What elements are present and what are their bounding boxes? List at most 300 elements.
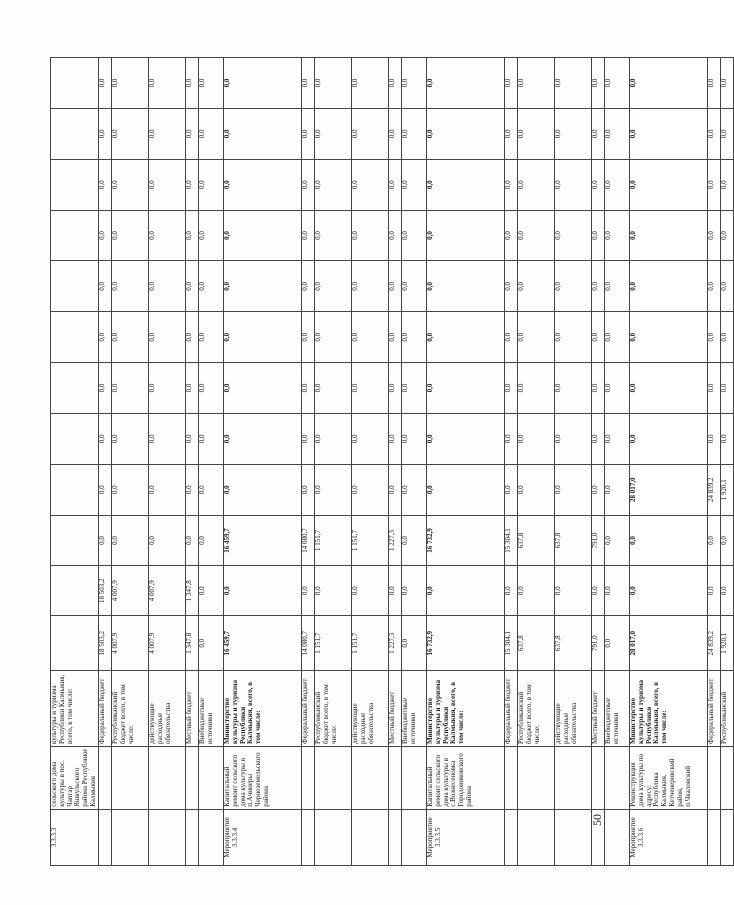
value-cell: 0,0 [630,413,708,464]
value-cell: 0,0 [708,210,721,261]
value-cell: 14 080,7 [302,616,315,671]
value-cell: 0,0 [315,413,352,464]
table-row [630,58,708,866]
funding-source-cell: Внебюджетные источники [199,671,224,747]
funding-source-cell: Федеральный бюджет [99,671,112,747]
activity-name-cell [518,747,555,810]
value-cell: 0,0 [630,159,708,210]
value-cell: 1 227,3 [389,616,402,671]
value-cell: 0,0 [505,108,518,159]
value-cell [51,312,99,363]
activity-name-cell [315,747,352,810]
value-cell: 0,0 [555,159,592,210]
value-cell: 0,0 [555,464,592,515]
value-cell: 0,0 [302,566,315,616]
value-cell: 0,0 [721,159,734,210]
value-cell: 0,0 [605,616,630,671]
activity-name-cell [149,747,186,810]
value-cell: 0,0 [149,515,186,566]
value-cell: 0,0 [302,413,315,464]
value-cell: 0,0 [630,312,708,363]
value-cell: 15 304,1 [505,515,518,566]
value-cell: 0,0 [708,261,721,312]
activity-name-cell [199,747,224,810]
value-cell: 0,0 [302,363,315,414]
value-cell [51,464,99,515]
value-cell: 0,0 [427,566,505,616]
value-cell: 0,0 [186,159,199,210]
value-cell: 0,0 [402,312,427,363]
value-cell: 0,0 [389,159,402,210]
value-cell: 0,0 [505,566,518,616]
value-cell: 0,0 [505,312,518,363]
value-cell: 0,0 [630,210,708,261]
value-cell: 0,0 [352,312,389,363]
value-cell: 0,0 [224,210,302,261]
value-cell: 0,0 [149,413,186,464]
value-cell: 0,0 [199,261,224,312]
value-cell: 0,0 [402,413,427,464]
funding-source-cell: действующие расходные обязательства [149,671,186,747]
value-cell: 0,0 [352,159,389,210]
value-cell: 0,0 [708,108,721,159]
value-cell: 0,0 [518,210,555,261]
value-cell: 637,8 [518,616,555,671]
value-cell: 637,8 [555,515,592,566]
value-cell: 0,0 [518,108,555,159]
value-cell: 0,0 [352,261,389,312]
value-cell: 0,0 [555,413,592,464]
value-cell: 15 304,1 [505,616,518,671]
funding-source-cell: Местный бюджет [389,671,402,747]
value-cell: 18 503,2 [99,566,112,616]
activity-number-cell [186,809,199,865]
value-cell: 0,0 [99,58,112,109]
value-cell: 0,0 [199,566,224,616]
value-cell: 0,0 [402,566,427,616]
table-row [51,58,99,866]
value-cell: 0,0 [112,413,149,464]
value-cell: 0,0 [199,108,224,159]
activity-number-cell [112,809,149,865]
value-cell: 0,0 [224,312,302,363]
activity-number-cell [402,809,427,865]
table-row [99,58,112,866]
value-cell [51,566,99,616]
activity-number-cell [708,809,721,865]
value-cell: 0,0 [199,210,224,261]
value-cell: 1 920,1 [721,616,734,671]
value-cell: 0,0 [352,108,389,159]
value-cell: 0,0 [721,363,734,414]
value-cell: 0,0 [149,159,186,210]
activity-number-cell [315,809,352,865]
activity-name-cell [505,747,518,810]
activity-number-cell [518,809,555,865]
value-cell: 0,0 [518,312,555,363]
value-cell: 0,0 [224,413,302,464]
value-cell: 0,0 [402,464,427,515]
activity-number-cell [149,809,186,865]
value-cell: 0,0 [721,108,734,159]
value-cell: 0,0 [708,159,721,210]
value-cell: 1 151,7 [315,515,352,566]
value-cell [51,515,99,566]
value-cell: 0,0 [389,58,402,109]
value-cell: 24 839,2 [708,616,721,671]
value-cell: 0,0 [352,210,389,261]
value-cell: 0,0 [402,58,427,109]
value-cell: 0,0 [605,566,630,616]
value-cell: 0,0 [555,312,592,363]
table-row [389,58,402,866]
value-cell: 0,0 [99,261,112,312]
table-row [315,58,352,866]
table-row [592,58,605,866]
value-cell: 1 347,8 [186,616,199,671]
value-cell: 0,0 [505,159,518,210]
value-cell: 0,0 [555,566,592,616]
value-cell: 0,0 [518,566,555,616]
value-cell: 0,0 [605,58,630,109]
funding-source-cell: Местный бюджет [592,671,605,747]
value-cell: 0,0 [402,210,427,261]
value-cell: 0,0 [302,58,315,109]
value-cell: 0,0 [224,261,302,312]
funding-source-cell: Федеральный бюджет [302,671,315,747]
activity-number-cell [721,809,734,865]
value-cell: 16 732,9 [427,616,505,671]
value-cell: 0,0 [402,616,427,671]
value-cell: 0,0 [302,464,315,515]
value-cell: 0,0 [630,58,708,109]
table-row [199,58,224,866]
value-cell: 0,0 [99,210,112,261]
value-cell: 0,0 [555,108,592,159]
value-cell: 0,0 [186,261,199,312]
activity-number-cell: Мероприятие 3.3.3.6 [630,809,708,865]
value-cell: 0,0 [721,261,734,312]
value-cell: 0,0 [352,413,389,464]
value-cell: 0,0 [402,159,427,210]
value-cell: 0,0 [99,464,112,515]
table-row [224,58,302,866]
value-cell: 0,0 [315,159,352,210]
value-cell: 0,0 [186,108,199,159]
activity-number-cell [389,809,402,865]
value-cell: 0,0 [721,566,734,616]
budget-table [50,57,734,866]
value-cell: 4 007,9 [112,616,149,671]
value-cell: 0,0 [224,58,302,109]
value-cell: 14 080,7 [302,515,315,566]
funding-source-cell: культуры и туризма Республики Калмыкия, всего, в том числе: [51,671,99,747]
value-cell: 24 839,2 [708,464,721,515]
activity-name-cell [402,747,427,810]
value-cell: 0,0 [352,58,389,109]
value-cell: 0,0 [302,159,315,210]
value-cell: 0,0 [592,464,605,515]
value-cell: 0,0 [99,515,112,566]
value-cell: 0,0 [605,464,630,515]
value-cell: 1 151,7 [352,515,389,566]
value-cell: 0,0 [99,108,112,159]
value-cell: 0,0 [315,108,352,159]
value-cell: 0,0 [199,464,224,515]
value-cell: 0,0 [505,58,518,109]
value-cell: 0,0 [427,363,505,414]
table-row [555,58,592,866]
funding-source-cell: Республиканский бюджет всего, в том числе: [315,671,352,747]
value-cell: 0,0 [721,58,734,109]
value-cell: 0,0 [592,261,605,312]
value-cell [51,363,99,414]
value-cell: 0,0 [518,413,555,464]
funding-source-cell: Министерство культуры и туризма Республики Калмыкия, всего, в том числе: [427,671,505,747]
funding-source-cell: Республиканский бюджет всего, в том числе: [518,671,555,747]
value-cell: 0,0 [505,464,518,515]
value-cell: 0,0 [149,464,186,515]
value-cell: 0,0 [605,261,630,312]
value-cell [51,58,99,109]
value-cell: 0,0 [149,58,186,109]
value-cell: 0,0 [721,210,734,261]
table-row [112,58,149,866]
funding-source-cell: Федеральный бюджет [708,671,721,747]
value-cell: 0,0 [427,210,505,261]
value-cell: 0,0 [402,363,427,414]
value-cell: 0,0 [315,58,352,109]
value-cell: 0,0 [224,108,302,159]
value-cell: 0,0 [112,108,149,159]
value-cell: 0,0 [555,261,592,312]
value-cell: 0,0 [518,159,555,210]
value-cell: 0,0 [592,159,605,210]
value-cell: 0,0 [592,363,605,414]
value-cell: 1 227,3 [389,515,402,566]
value-cell: 637,8 [518,515,555,566]
value-cell: 0,0 [721,413,734,464]
activity-number-cell [505,809,518,865]
value-cell: 1 151,7 [315,616,352,671]
value-cell: 0,0 [112,363,149,414]
activity-name-cell [99,747,112,810]
value-cell: 0,0 [149,210,186,261]
value-cell: 0,0 [605,159,630,210]
value-cell: 0,0 [389,261,402,312]
value-cell: 0,0 [389,566,402,616]
activity-name-cell [352,747,389,810]
activity-name-cell: сельского дома культуры в пос. Чапгар Яшкульского района Республики Калмыкия [51,747,99,810]
activity-name-cell [708,747,721,810]
value-cell: 1 151,7 [352,616,389,671]
value-cell: 0,0 [112,464,149,515]
value-cell: 0,0 [389,413,402,464]
value-cell [51,616,99,671]
value-cell: 0,0 [630,363,708,414]
value-cell: 0,0 [389,108,402,159]
value-cell: 0,0 [199,58,224,109]
value-cell: 0,0 [605,515,630,566]
funding-source-cell: Министерство культуры и туризма Республики Калмыкия, всего, в том числе: [630,671,708,747]
value-cell: 0,0 [555,58,592,109]
value-cell: 0,0 [402,261,427,312]
table-row [505,58,518,866]
value-cell: 0,0 [224,566,302,616]
table-row [402,58,427,866]
value-cell: 0,0 [149,108,186,159]
value-cell: 0,0 [112,159,149,210]
activity-number-cell: Мероприятие 3.3.3.5 [427,809,505,865]
value-cell: 0,0 [708,515,721,566]
value-cell: 0,0 [605,210,630,261]
value-cell: 0,0 [186,464,199,515]
value-cell: 0,0 [518,363,555,414]
value-cell: 0,0 [99,312,112,363]
funding-source-cell: Министерство культуры и туризма Республики Калмыкия, всего, в том числе: [224,671,302,747]
value-cell: 0,0 [605,108,630,159]
table-row [186,58,199,866]
value-cell: 0,0 [199,159,224,210]
value-cell: 0,0 [505,363,518,414]
value-cell: 0,0 [149,312,186,363]
value-cell: 0,0 [427,261,505,312]
activity-number-cell: Мероприятие 3.3.3.4 [224,809,302,865]
value-cell: 0,0 [630,566,708,616]
value-cell: 0,0 [186,363,199,414]
value-cell: 0,0 [315,261,352,312]
value-cell: 0,0 [518,58,555,109]
value-cell: 0,0 [630,261,708,312]
value-cell: 4 007,9 [149,566,186,616]
funding-source-cell: Внебюджетные источники [402,671,427,747]
value-cell: 0,0 [427,108,505,159]
value-cell: 0,0 [315,363,352,414]
value-cell: 0,0 [592,58,605,109]
value-cell: 0,0 [352,363,389,414]
table-row [352,58,389,866]
activity-name-cell [721,747,734,810]
table-row [721,58,734,866]
value-cell: 0,0 [224,159,302,210]
value-cell: 0,0 [402,515,427,566]
value-cell: 4 007,9 [112,566,149,616]
value-cell [51,108,99,159]
activity-name-cell [555,747,592,810]
value-cell: 0,0 [315,566,352,616]
value-cell: 637,8 [555,616,592,671]
value-cell: 0,0 [427,58,505,109]
value-cell: 0,0 [605,413,630,464]
value-cell: 0,0 [149,363,186,414]
value-cell: 0,0 [99,363,112,414]
page-number: 50 [590,814,604,826]
value-cell: 0,0 [427,312,505,363]
value-cell: 0,0 [199,363,224,414]
activity-name-cell [112,747,149,810]
value-cell: 0,0 [302,312,315,363]
table-row [427,58,505,866]
value-cell: 0,0 [555,363,592,414]
value-cell: 0,0 [99,413,112,464]
funding-source-cell: Местный бюджет [186,671,199,747]
value-cell: 791,0 [592,515,605,566]
value-cell: 0,0 [199,413,224,464]
value-cell: 1 920,1 [721,464,734,515]
value-cell [51,210,99,261]
value-cell: 0,0 [186,58,199,109]
value-cell: 0,0 [630,515,708,566]
value-cell: 0,0 [302,108,315,159]
value-cell: 0,0 [224,464,302,515]
value-cell: 0,0 [112,58,149,109]
value-cell: 0,0 [186,413,199,464]
table-row [149,58,186,866]
value-cell: 0,0 [605,363,630,414]
value-cell: 0,0 [592,312,605,363]
value-cell: 0,0 [592,108,605,159]
funding-source-cell: Республиканский бюджет всего, в том числе: [112,671,149,747]
value-cell: 0,0 [186,515,199,566]
value-cell: 0,0 [592,413,605,464]
value-cell: 0,0 [112,515,149,566]
value-cell: 0,0 [389,464,402,515]
value-cell: 0,0 [721,515,734,566]
funding-source-cell: Федеральный бюджет [505,671,518,747]
value-cell: 16 732,9 [427,515,505,566]
table-row [518,58,555,866]
value-cell: 0,0 [224,363,302,414]
activity-name-cell [186,747,199,810]
activity-number-cell: 3.3.3.3 [51,809,99,865]
value-cell: 0,0 [605,312,630,363]
value-cell: 0,0 [708,566,721,616]
value-cell: 0,0 [708,363,721,414]
value-cell: 1 347,8 [186,566,199,616]
table-row [302,58,315,866]
value-cell: 0,0 [518,261,555,312]
value-cell: 0,0 [592,210,605,261]
value-cell: 0,0 [505,413,518,464]
activity-number-cell [352,809,389,865]
value-cell: 0,0 [186,210,199,261]
activity-number-cell [199,809,224,865]
value-cell: 18 503,2 [99,616,112,671]
activity-name-cell: Реконструкция дома культуры по адресу: Республика Калмыкия, Кетченеровский район, п.Чкаловский [630,747,708,810]
value-cell: 0,0 [315,464,352,515]
value-cell: 0,0 [630,108,708,159]
value-cell: 0,0 [389,363,402,414]
value-cell: 0,0 [389,210,402,261]
funding-source-cell: действующие расходные обязательства [352,671,389,747]
value-cell: 0,0 [112,312,149,363]
value-cell: 0,0 [149,261,186,312]
funding-source-cell: Внебюджетные источники [605,671,630,747]
value-cell: 0,0 [427,464,505,515]
value-cell [51,261,99,312]
value-cell: 0,0 [112,210,149,261]
activity-name-cell: Капитальный ремонт сельского дома культуры в п.Ачинеры Черноземельского района [224,747,302,810]
value-cell: 791,0 [592,616,605,671]
value-cell: 28 017,0 [630,464,708,515]
value-cell: 0,0 [302,261,315,312]
rotated-table-frame [50,57,728,866]
value-cell: 0,0 [592,566,605,616]
activity-name-cell: Капитальный ремонт сельского дома культуры в с.Вознесеновка Городовиковского района [427,747,505,810]
value-cell: 0,0 [402,108,427,159]
table-row [708,58,721,866]
funding-source-cell: действующие расходные обязательства [555,671,592,747]
